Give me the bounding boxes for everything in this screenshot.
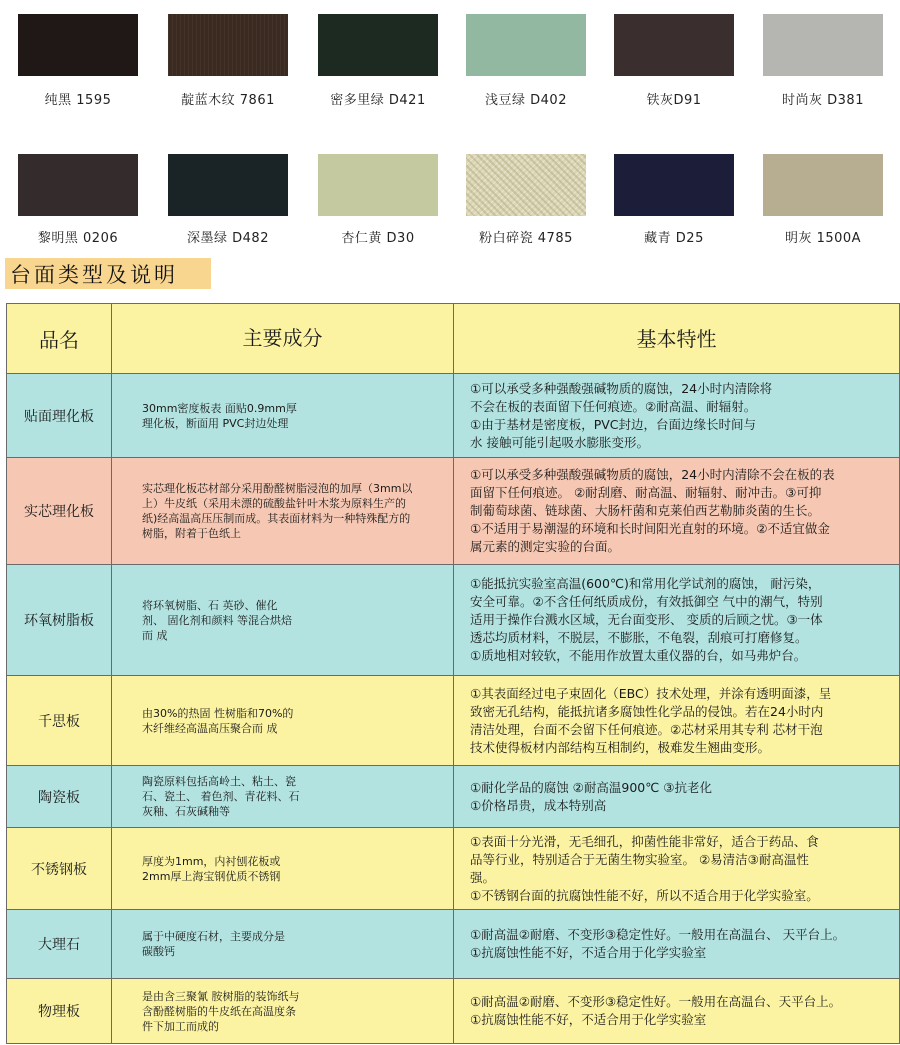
swatch-label: 黎明黑 0206 [37, 231, 119, 246]
features-cell [454, 910, 900, 979]
product-name: 千思板 [7, 676, 112, 766]
color-swatch [614, 14, 734, 76]
swatch-label: 靛蓝木纹 7861 [181, 93, 275, 108]
composition-line: 30mm密度板表 面贴0.9mm厚 [142, 401, 297, 415]
feature-line: ①可以承受多种强酸强碱物质的腐蚀，24小时内清除将 [470, 380, 773, 396]
composition-line: 由30%的热固 性树脂和70%的 [142, 706, 294, 720]
color-swatch [18, 14, 138, 76]
color-swatch [168, 14, 288, 76]
color-swatch [466, 14, 586, 76]
product-name: 环氧树脂板 [7, 565, 112, 676]
swatch-label: 明灰 1500A [784, 231, 862, 246]
composition-cell [112, 979, 454, 1044]
composition-cell [112, 766, 454, 828]
feature-line: ①能抵抗实验室高温(600℃)和常用化学试剂的腐蚀， 耐污染， [470, 576, 821, 591]
composition-line: 剂、 固化剂和颜料 等混合烘焙 [142, 613, 292, 627]
countertop-spec-table [6, 303, 900, 1044]
feature-line: 强。 [470, 869, 496, 885]
product-name: 物理板 [7, 979, 112, 1044]
swatch-label: 密多里绿 D421 [330, 93, 426, 108]
feature-line: 属元素的测定实验的台面。 [470, 539, 621, 554]
composition-cell [112, 374, 454, 458]
feature-line: ①不锈钢台面的抗腐蚀性能不好，所以不适合用于化学实验室。 [470, 887, 819, 903]
feature-line: 安全可靠。②不含任何纸质成份，有效抵御空 气中的潮气，特别 [470, 594, 823, 609]
composition-line: 而 成 [142, 628, 168, 642]
feature-line: 技术使得板材内部结构互相制约，极难发生翘曲变形。 [470, 739, 771, 755]
feature-line: 面留下任何痕迹。 ②耐刮磨、耐高温、耐辐射、耐冲击。③可抑 [470, 485, 822, 500]
feature-line: 制葡萄球菌、链球菌、大肠杆菌和克莱伯西艺勒肺炎菌的生长。 [470, 503, 821, 518]
color-swatch-grid [0, 0, 900, 250]
features-cell [454, 676, 900, 766]
table-row [7, 458, 900, 565]
feature-line: ①抗腐蚀性能不好，不适合用于化学实验室 [470, 945, 707, 960]
color-swatch [318, 14, 438, 76]
composition-line: 纸)经高温高压压制而成。其表面材料为一种特殊配方的 [142, 512, 411, 525]
composition-line: 将环氧树脂、石 英砂、催化 [142, 598, 278, 612]
composition-line: 2mm厚上海宝钢优质不锈钢 [142, 869, 281, 883]
product-name: 不锈钢板 [7, 828, 112, 910]
feature-line: ①抗腐蚀性能不好，不适合用于化学实验室 [470, 1012, 707, 1027]
features-cell [454, 565, 900, 676]
color-swatch [168, 154, 288, 216]
composition-line: 灰釉、石灰碱釉等 [142, 805, 230, 818]
composition-cell [112, 565, 454, 676]
product-name: 陶瓷板 [7, 766, 112, 828]
table-row [7, 565, 900, 676]
swatch-label: 铁灰D91 [646, 93, 702, 108]
swatch-label: 时尚灰 D381 [782, 93, 864, 108]
composition-cell [112, 910, 454, 979]
composition-line: 石、瓷土、 着色剂、青花料、石 [142, 790, 300, 803]
section-title-text: 台面类型及说明 [10, 263, 178, 287]
features-cell [454, 979, 900, 1044]
feature-line: ①质地相对较软，不能用作放置太重仪器的台，如马弗炉台。 [470, 648, 807, 663]
composition-line: 碳酸钙 [142, 945, 175, 958]
feature-line: 品等行业，特别适合于无菌生物实验室。 ②易清洁③耐高温性 [470, 851, 809, 867]
feature-line: 致密无孔结构，能抵抗诸多腐蚀性化学品的侵蚀。若在24小时内 [470, 703, 824, 719]
color-swatch [466, 154, 586, 216]
color-swatch [763, 14, 883, 76]
section-title [5, 258, 211, 289]
color-swatch [318, 154, 438, 216]
table-row [7, 374, 900, 458]
composition-line: 陶瓷原料包括高岭土、粘土、瓷 [142, 775, 296, 788]
composition-line: 木纤维经高温高压聚合而 成 [142, 721, 278, 735]
swatch-label: 粉白碎瓷 4785 [479, 231, 573, 246]
features-cell [454, 766, 900, 828]
composition-line: 树脂，附着于色纸上 [142, 527, 241, 540]
feature-line: ①由于基材是密度板，PVC封边，台面边缘长时间与 [470, 416, 757, 432]
composition-line: 上）牛皮纸（采用未漂的硫酸盐针叶木浆为原料生产的 [142, 497, 406, 510]
feature-line: ①其表面经过电子束固化（EBC）技术处理，并涂有透明面漆，呈 [470, 685, 832, 701]
swatch-label: 杏仁黄 D30 [341, 231, 415, 246]
feature-line: 水 接触可能引起吸水膨胀变形。 [470, 434, 649, 450]
product-name: 实芯理化板 [7, 458, 112, 565]
product-name: 大理石 [7, 910, 112, 979]
color-swatch [614, 154, 734, 216]
swatch-label: 藏青 D25 [644, 231, 704, 246]
table-row [7, 979, 900, 1044]
color-swatch [18, 154, 138, 216]
composition-cell [112, 458, 454, 565]
color-swatch [763, 154, 883, 216]
feature-line: 不会在板的表面留下任何痕迹。②耐高温、耐辐射。 [470, 398, 757, 414]
feature-line: ①耐化学品的腐蚀 ②耐高温900℃ ③抗老化 [470, 779, 712, 795]
header-composition: 主要成分 [112, 304, 454, 374]
feature-line: 适用于操作台溅水区域，无台面变形、 变质的后顾之忧。③一体 [470, 612, 823, 627]
header-features: 基本特性 [454, 304, 900, 374]
feature-line: ①可以承受多种强酸强碱物质的腐蚀，24小时内清除不会在板的表 [470, 467, 835, 482]
feature-line: ①表面十分光滑，无毛细孔，抑菌性能非常好，适合于药品、食 [470, 833, 819, 849]
feature-line: ①耐高温②耐磨、不变形③稳定性好。一般用在高温台、 天平台上。 [470, 927, 846, 942]
feature-line: ①价格昂贵，成本特别高 [470, 797, 607, 813]
product-name: 贴面理化板 [7, 374, 112, 458]
composition-line: 属于中硬度石材，主要成分是 [142, 930, 285, 943]
features-cell [454, 828, 900, 910]
feature-line: 清洁处理，台面不会留下任何痕迹。②芯材采用其专利 芯材干泡 [470, 721, 823, 737]
features-cell [454, 458, 900, 565]
feature-line: ①耐高温②耐磨、不变形③稳定性好。一般用在高温台、天平台上。 [470, 994, 842, 1009]
swatch-label: 浅豆绿 D402 [485, 93, 567, 108]
features-cell [454, 374, 900, 458]
composition-line: 件下加工而成的 [142, 1019, 219, 1033]
feature-line: 透芯均质材料，不脱层，不膨胀，不龟裂，刮痕可打磨修复。 [470, 630, 808, 645]
composition-line: 是由含三聚氰 胺树脂的装饰纸与 [142, 989, 300, 1003]
feature-line: ①不适用于易潮湿的环境和长时间阳光直射的环境。②不适宜做金 [470, 521, 830, 536]
table-header-row [7, 304, 900, 374]
table-row [7, 828, 900, 910]
swatch-label: 纯黑 1595 [44, 93, 112, 108]
composition-cell [112, 828, 454, 910]
table-row [7, 766, 900, 828]
composition-cell [112, 676, 454, 766]
composition-line: 理化板，断面用 PVC封边处理 [142, 416, 289, 430]
header-name: 品名 [7, 304, 112, 374]
composition-line: 含酚醛树脂的牛皮纸在高温度条 [142, 1004, 296, 1018]
table-row [7, 910, 900, 979]
swatch-label: 深墨绿 D482 [187, 231, 269, 246]
table-row [7, 676, 900, 766]
composition-line: 实芯理化板芯材部分采用酚醛树脂浸泡的加厚（3mm以 [142, 482, 413, 495]
composition-line: 厚度为1mm，内衬刨花板或 [142, 854, 281, 868]
